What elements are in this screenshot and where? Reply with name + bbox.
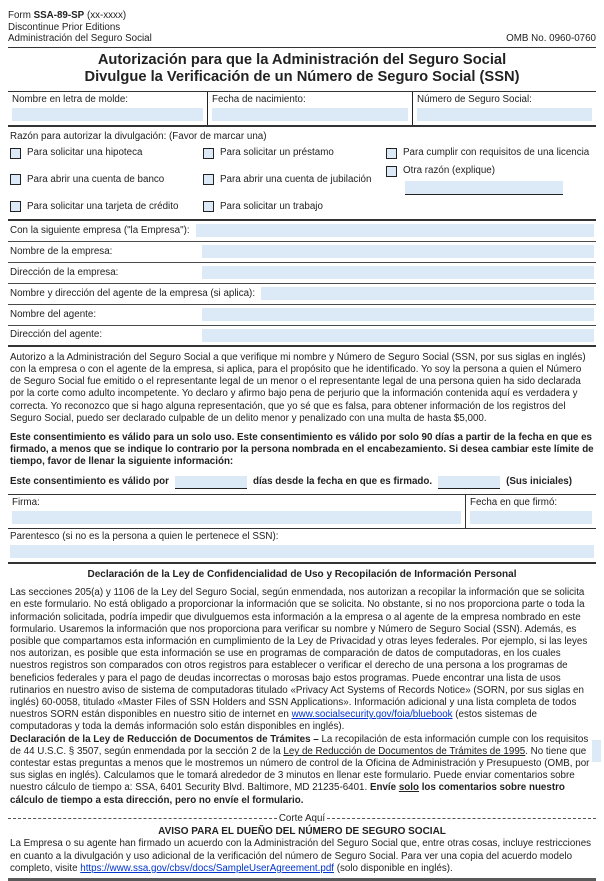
ssn-label: Número de Seguro Social: [417,93,532,105]
reason-license [386,147,594,159]
form-title-line2: Divulgue la Verificación de un Número de Seguro Social (SSN) [84,68,520,85]
ssn-cell [413,92,596,125]
paperwork-text-2: . No tiene que contestar estas preguntas a menos que le mostremos un número de control de la Oficina de Administración y Presupuesto (OMB, por sus siglas en inglés). Calculamos que le tomará alrededor de 3 minutos en llenar este formulario. Puede enviar comentarios sobre nuestro cálculo de tiempo a: SSA, 6401 Security Blvd. Baltimore, MD 21235-6401. [10,745,590,794]
reason-loan [203,147,386,159]
agent-address-row [8,326,596,347]
reason-retirement-account [203,165,386,194]
form-title-line1: Autorización para que la Administración del Seguro Social [97,51,507,68]
checkbox-credit-card[interactable] [10,201,21,212]
agent-header-input[interactable] [261,287,594,300]
reason-bank-account [10,165,203,194]
checkbox-license[interactable] [386,148,397,159]
paperwork-text-1: La recopilación de esta información cumple con los requisitos de 44 U.S.C. § 3507, según enmendada por la sección 2 de la [10,733,589,757]
checkbox-loan[interactable] [203,148,214,159]
with-company-label: Con la siguiente empresa ("la Empresa"): [10,224,190,236]
agent-address-label: Dirección del agente: [10,329,103,341]
signature-input[interactable] [12,511,461,524]
agent-name-label: Nombre del agente: [10,308,97,320]
agency-line: Administración del Seguro Social [8,33,152,45]
checkbox-mortgage[interactable] [10,148,21,159]
notice-heading: AVISO PARA EL DUEÑO DEL NÚMERO DE SEGURO SOCIAL [158,826,446,838]
agent-name-input[interactable] [202,308,594,321]
cut-dashes-left [8,818,277,819]
company-address-row [8,263,596,284]
reason-job [203,201,386,213]
company-address-input[interactable] [202,266,594,279]
reason-other-block [386,165,594,194]
reason-credit-card-label: Para solicitar una tarjeta de crédito [27,200,179,212]
dob-input[interactable] [212,108,408,121]
reason-license-label: Para cumplir con requisitos de una licencia [403,147,590,159]
reason-label: Razón para autorizar la divulgación: (Favor de marcar una) [10,130,267,142]
privacy-text-1: Las secciones 205(a) y 1106 de la Ley del Seguro Social, según enmendada, nos autorizan a recopilar la información que se solicita en este formulario. No está obligado a proporcionar la información que se solicita. No obstante, si no nos proporciona parte o toda la información solicitada, podría impedir que divulguemos esta información a la empresa o al agente de la empresa nombrado en este formulario. Usaremos la información que nos proporciona para verificar su nombre y Número de Seguro Social (SSN). Además, es posible que compartamos esta información en cumplimiento de la Ley de Privacidad y otras leyes federales. Por ejemplo, si las leyes nos autorizan, es posible que esta información se use en programas de comparación de datos de computadoras, en los cuales nuestros registros son comparados con otros registros para establecer o verificar el derecho de una persona a los programas de beneficios federales y para el pago de deudas incorrectas o morosas bajo estos programas. Puede encontrar una lista de usos rutinarios en nuestro aviso de sistema de computadoras titulado «Privacy Act Systems of Records Notice» (SORN, por sus siglas en inglés) 60-0058, titulado «Master Files of SSN Holders and SSN Applications». Información adicional y una lista completa de todos nuestros SORN están disponibles en nuestro sitio de internet en [10,587,588,721]
agent-header-row [8,284,596,305]
cut-here-line [8,807,596,826]
ssn-input[interactable] [417,108,592,121]
form-number-line [8,10,152,22]
relationship-input[interactable] [10,545,594,558]
consent-duration-prefix: Este consentimiento es válido por [10,476,169,488]
signature-date-input[interactable] [470,511,592,524]
company-name-input[interactable] [202,245,594,258]
relationship-label: Parentesco (si no es la persona a quien le pertenece el SSN): [10,530,279,542]
name-label: Nombre en letra de molde: [12,93,128,105]
dob-cell [208,92,413,125]
user-agreement-link[interactable]: https://www.ssa.gov/cbsv/docs/SampleUserAgreement.pdf [80,862,334,874]
form-header [8,10,596,45]
relationship-row [8,529,596,564]
omb-number: OMB No. 0960-0760 [506,32,596,44]
authorization-paragraph: Autorizo a la Administración del Seguro Social a que verifique mi nombre y Número de Seguro Social (SSN, por sus siglas en inglés) con la empresa o con el agente de la empresa, si aplica, para el propósito que he identificado. Yo soy la persona a quien el Número de Seguro Social fue emitido o el representante legal de un menor o el representante legal de una persona quien ha sido declarada por la corte como adulto incompetente. Yo declaro y afirmo bajo pena de perjurio que la información contenida aquí es verdadera y correcta. Yo reconozco que si hago alguna representación, que yo sé que es falsa, para obtener información de los registros del Seguro Social, puedo ser declarado culpable de un delito menor y penalizado con una multa de hasta $5,000. [10,351,586,424]
consent-paragraph: Este consentimiento es válido para un solo uso. Este consentimiento es válido por solo 90 días a partir de la fecha en que es firmado, a menos que se indique lo contrario por la persona nombrada en el encabezamiento. Si desea cambiar este límite de tiempo, favor de llenar la siguiente información: [10,432,594,468]
consent-duration-middle: días desde la fecha en que es firmado. [252,476,433,488]
form-title [8,48,596,92]
form-id-block [8,10,152,45]
bottom-rule [8,878,596,881]
agent-address-input[interactable] [202,329,594,342]
privacy-paragraph [8,583,596,733]
company-name-row [8,242,596,263]
privacy-heading: Declaración de la Ley de Confidencialidad de Uso y Recopilación de Información Personal [87,569,517,581]
bluebook-link[interactable]: www.socialsecurity.gov/foia/bluebook [291,709,453,721]
notice-text-1: La Empresa o su agente han firmado un acuerdo con la Administración del Seguro Social que, entre otras cosas, incluye restricciones en cuanto a la divulgación y uso adicional de la verificación del número de Seguro Social. Para ver una copia del acuerdo modelo completo, visite [10,838,592,874]
consent-initials-input[interactable] [438,476,500,489]
stray-field-fragment[interactable] [592,740,601,762]
checkbox-other[interactable] [386,166,397,177]
cut-dashes-right [327,818,596,819]
notice-text-2: (solo disponible en inglés). [334,862,453,874]
reason-mortgage-label: Para solicitar una hipoteca [27,147,143,159]
signature-label: Firma: [12,496,40,508]
reason-other [386,165,594,177]
paperwork-bold-end-2: los comentarios sobre nuestro cálculo de tiempo a esta dirección, pero no envíe el formulario. [10,782,565,806]
reason-grid-spacer [386,201,594,213]
checkbox-retirement-account[interactable] [203,174,214,185]
consent-duration-suffix: (Sus iniciales) [506,476,572,488]
with-company-input[interactable] [196,224,594,237]
form-edition: (xx-xxxx) [84,10,127,21]
form-number: SSA-89-SP [33,10,85,21]
identity-row [8,92,596,127]
paperwork-act-reference: Ley de Reducción de Documentos de Trámites de 1995 [283,745,526,757]
reason-retirement-account-label: Para abrir una cuenta de jubilación [220,173,372,185]
other-reason-input[interactable] [405,181,563,195]
form-word: Form [8,10,34,21]
consent-days-input[interactable] [175,476,247,489]
notice-paragraph [8,838,596,875]
agent-header-label: Nombre y dirección del agente de la empresa (si aplica): [10,287,256,299]
discontinue-line: Discontinue Prior Editions [8,21,121,33]
signature-date-label: Fecha en que firmó: [470,496,558,508]
reason-grid [10,147,594,213]
dob-label: Fecha de nacimiento: [212,93,306,105]
privacy-text-2: (estos sistemas de computadoras y toda la demás información solo están disponibles en inglés). [10,709,537,733]
checkbox-job[interactable] [203,201,214,212]
paperwork-heading: Declaración de la Ley de Reducción de Documentos de Trámites – [10,733,322,745]
name-input[interactable] [12,108,203,121]
reason-bank-account-label: Para abrir una cuenta de banco [27,173,165,185]
signature-box [8,494,596,529]
consent-duration-line [8,469,596,494]
checkbox-bank-account[interactable] [10,174,21,185]
paperwork-bold-underline: solo [398,782,419,794]
paperwork-paragraph [8,734,596,807]
reason-other-label: Otra razón (explique) [403,165,496,177]
company-address-label: Dirección de la empresa: [10,266,119,278]
reason-mortgage [10,147,203,159]
reason-loan-label: Para solicitar un préstamo [220,147,334,159]
with-company-row [8,221,596,242]
signature-cell [8,495,465,528]
name-cell [8,92,208,125]
reason-credit-card [10,201,203,213]
cut-here-label: Corte Aquí [278,812,326,824]
company-name-label: Nombre de la empresa: [10,245,113,257]
paperwork-bold-end-1: Envíe [369,782,399,794]
signature-date-cell [465,495,596,528]
agent-name-row [8,305,596,326]
reason-job-label: Para solicitar un trabajo [220,200,323,212]
reason-section [8,127,596,221]
